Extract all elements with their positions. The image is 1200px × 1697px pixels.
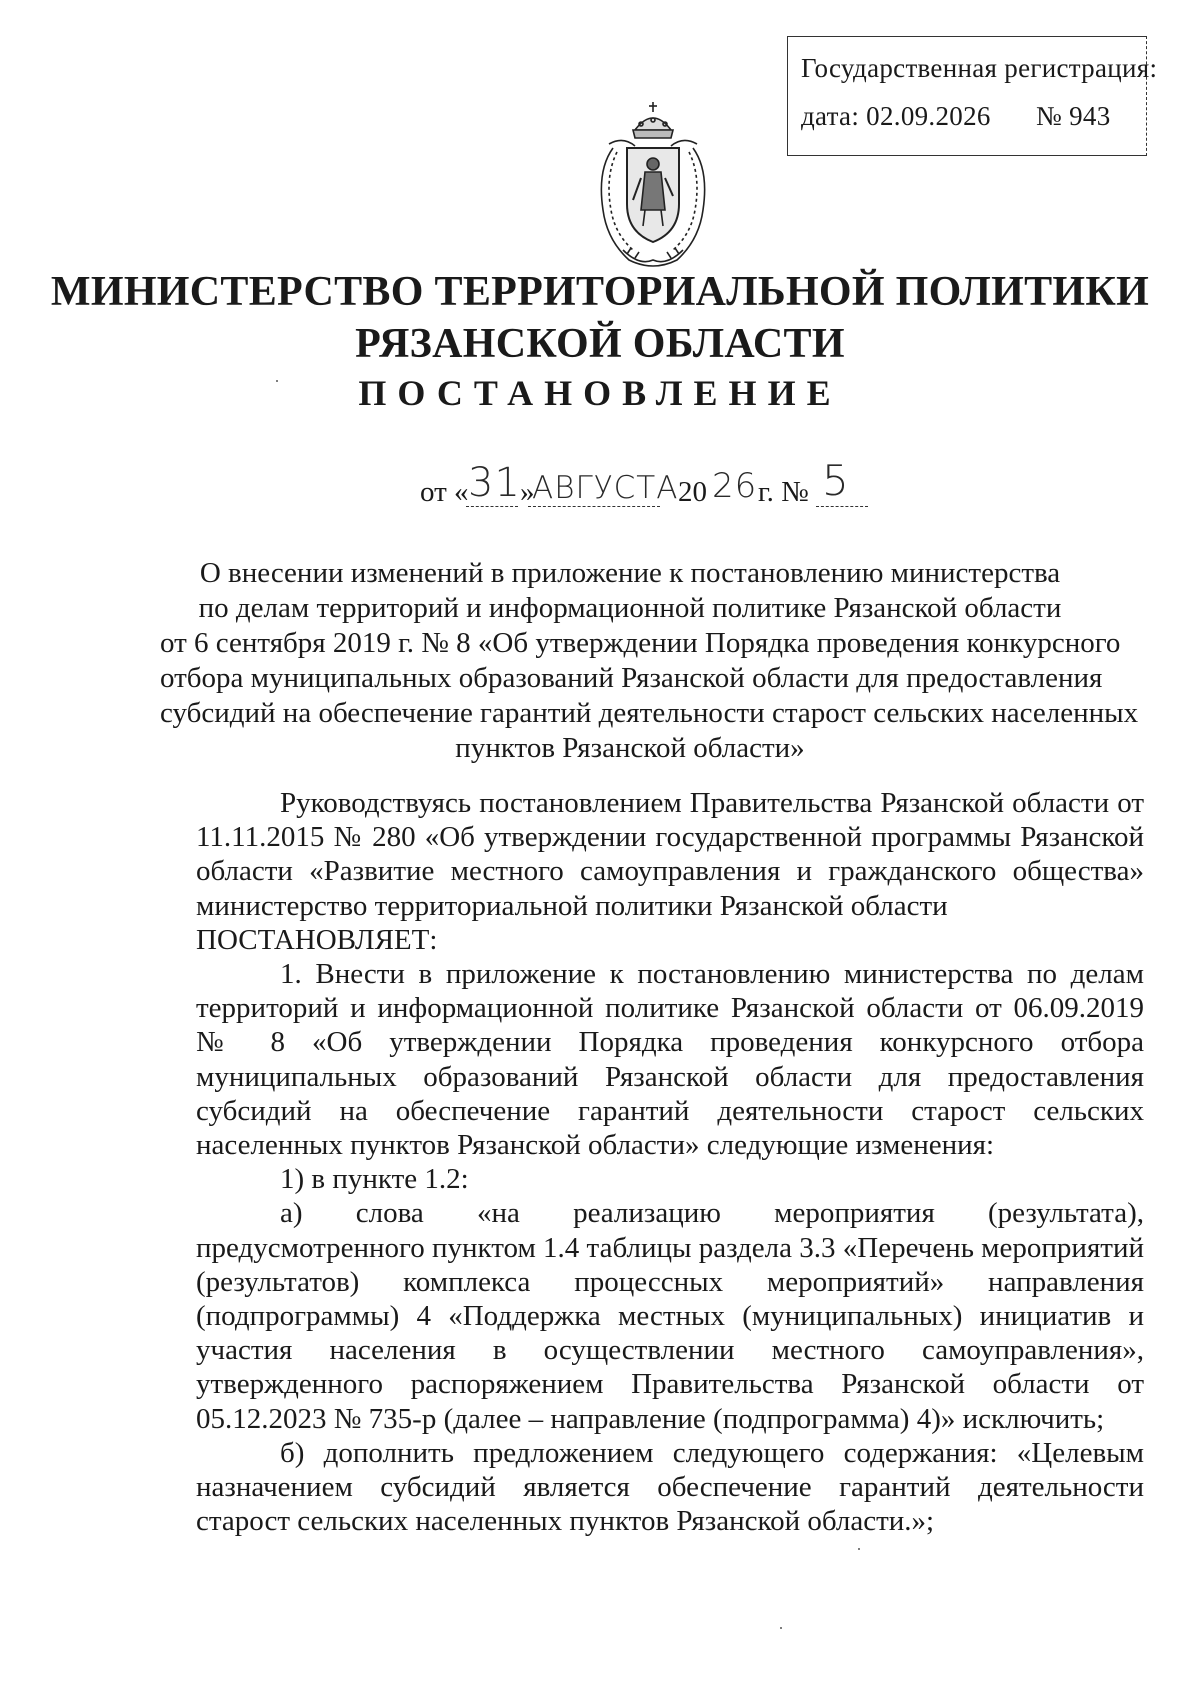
document-number: 5 <box>822 456 850 505</box>
ministry-title <box>0 266 1200 370</box>
date-line <box>420 456 940 512</box>
subject-line: по делам территорий и информационной политике Рязанской области <box>198 592 1062 624</box>
subject-line: пунктов Рязанской области» <box>455 732 805 764</box>
scan-speck <box>276 380 278 382</box>
subject-line: от 6 сентября 2019 г. № 8 «Об утверждении Порядка проведения конкурсного <box>160 627 1121 659</box>
document-type: ПОСТАНОВЛЕНИЕ <box>358 373 842 413</box>
subject-line: отбора муниципальных образований Рязанской области для предоставления <box>160 662 1103 694</box>
date-year-prefix: 20 <box>678 476 707 508</box>
ministry-title-line1: МИНИСТЕРСТВО ТЕРРИТОРИАЛЬНОЙ ПОЛИТИКИ <box>50 269 1150 315</box>
coat-of-arms-icon <box>583 100 723 272</box>
number-underline <box>816 506 868 507</box>
date-prefix: от « <box>420 476 469 508</box>
registration-stamp <box>787 36 1158 156</box>
subject-line: О внесении изменений в приложение к постановлению министерства <box>199 557 1061 589</box>
date-month: АВГУСТА <box>532 470 679 506</box>
preamble-paragraph: Руководствуясь постановлением Правительства Рязанской области от 11.11.2015 № 280 «Об утверждении государственной программы Рязанской области «Развитие местного самоуправления и гражданского общества» министерство территориальной политики Рязанской области <box>196 787 1144 922</box>
registration-title: Государственная регистрация: <box>801 53 1158 83</box>
date-quote-close: » <box>520 476 535 508</box>
date-day: 31 <box>468 460 521 506</box>
subitem-1a-paragraph: а) слова «на реализацию мероприятия (результата), предусмотренного пунктом 1.4 таблицы раздела 3.3 «Перечень мероприятий (результатов) комплекса процессных мероприятий» направления (подпрограммы) 4 «Поддержка местных (муниципальных) инициатив и участия населения в осуществлении местного самоуправления», утвержденного распоряжением Правительства Рязанской области от 05.12.2023 № 735-р (далее – направление (подпрограмма) 4)» исключить; <box>196 1197 1144 1435</box>
date-year-label: г. № <box>758 476 809 508</box>
subitem-1b-paragraph: б) дополнить предложением следующего содержания: «Целевым назначением субсидий является обеспечение гарантий деятельности старост сельских населенных пунктов Рязанской области.»; <box>196 1436 1144 1538</box>
registration-date: дата: 02.09.2026 <box>801 101 991 131</box>
document-subject <box>160 556 1139 766</box>
document-body <box>196 786 1144 1538</box>
registration-number: № 943 <box>1036 101 1111 131</box>
date-year-suffix: 26 <box>712 466 758 506</box>
scan-speck <box>780 1627 782 1629</box>
decree-word: ПОСТАНОВЛЯЕТ: <box>196 923 438 956</box>
item-1-paragraph: 1. Внести в приложение к постановлению министерства по делам территорий и информационной политике Рязанской области от 06.09.2019 № 8 «Об утверждении Порядка проведения конкурсного отбора муниципальных образований Рязанской области для предоставления субсидий на обеспечение гарантий деятельности старост сельских населенных пунктов Рязанской области» следующие изменения: <box>196 958 1144 1162</box>
month-underline <box>528 506 660 507</box>
day-underline <box>466 506 518 507</box>
subject-line: субсидий на обеспечение гарантий деятельности старост сельских населенных <box>160 697 1139 729</box>
ministry-title-line2: РЯЗАНСКОЙ ОБЛАСТИ <box>355 321 845 367</box>
subitem-1-paragraph: 1) в пункте 1.2: <box>280 1163 469 1196</box>
scan-speck <box>858 1548 860 1550</box>
